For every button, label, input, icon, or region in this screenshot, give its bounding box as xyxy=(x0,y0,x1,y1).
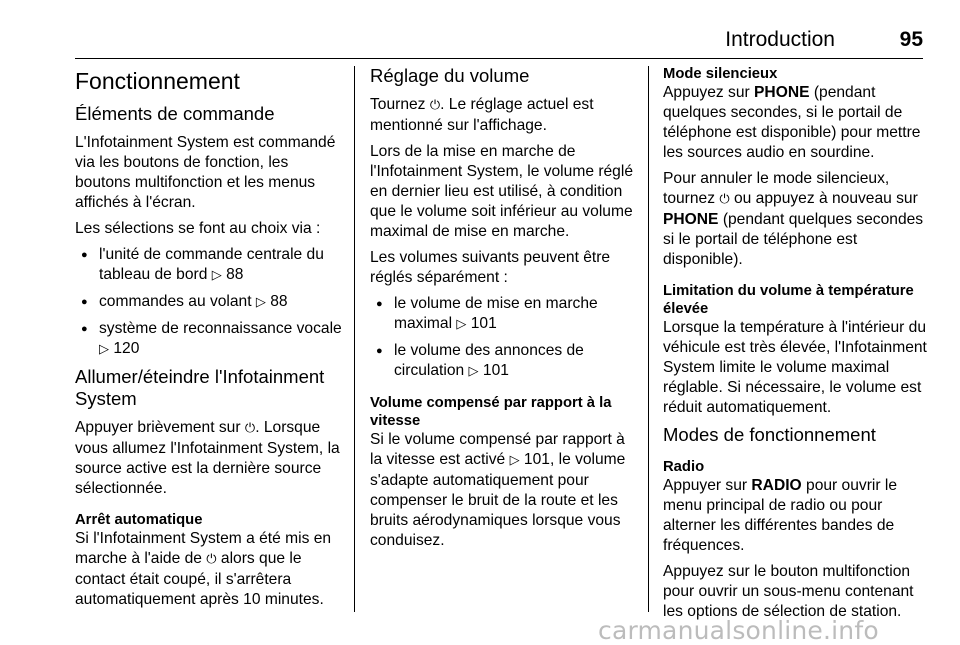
section-heading: Modes de fonctionnement xyxy=(663,424,876,445)
page-reference[interactable]: 101 xyxy=(482,362,509,379)
paragraph: Appuyez sur le bouton multifonction pour ouvrir un sous-menu contenant les options de sélection de station. xyxy=(663,563,914,620)
reference-arrow-icon: ▷ xyxy=(509,453,520,468)
paragraph: Les volumes suivants peuvent être réglés séparément : xyxy=(370,249,611,286)
radio-key-label: RADIO xyxy=(751,477,802,494)
power-knob-icon: ⏻ xyxy=(429,98,441,113)
reference-arrow-icon: ▷ xyxy=(255,295,266,310)
list-item: ● système de reconnaissance vocale ▷ 120 xyxy=(75,319,342,360)
list-item: ● l'unité de commande centrale du tableau de bord ▷ 88 xyxy=(75,245,342,286)
paragraph: Pour annuler le mode silencieux, tournez ⏻ ou appuyez à nouveau sur PHONE (pendant quelques secondes si le portail de téléphone est disponible). xyxy=(663,170,924,268)
section-heading: Réglage du volume xyxy=(370,65,530,86)
page-header xyxy=(75,22,923,59)
subheading: Volume compensé par rapport à la vitesse xyxy=(370,395,612,429)
reference-arrow-icon: ▷ xyxy=(211,268,222,283)
paragraph: Lors de la mise en marche de l'Infotainment System, le volume réglé en dernier lieu est utilisé, à condition que le volume soit inférieur au volume maximal de mise en marche. xyxy=(370,143,633,240)
page-reference[interactable]: 88 xyxy=(226,266,244,283)
reference-arrow-icon: ▷ xyxy=(468,364,479,379)
column-1 xyxy=(75,63,342,616)
subheading: Arrêt automatique xyxy=(75,512,203,528)
page-number: 95 xyxy=(899,28,923,51)
reference-arrow-icon: ▷ xyxy=(99,342,109,357)
list-item: ● le volume des annonces de circulation ▷ 101 xyxy=(370,341,635,382)
paragraph: Si l'Infotainment System a été mis en marche à l'aide de ⏻ alors que le contact était coupé, il s'arrêtera automatiquement après 10 minutes. xyxy=(75,530,332,608)
paragraph: Les sélections se font au choix via : xyxy=(75,220,321,237)
subheading: Radio xyxy=(663,459,705,475)
column-2 xyxy=(370,63,635,557)
page-reference[interactable]: 120 xyxy=(113,340,140,357)
page-reference[interactable]: 88 xyxy=(270,293,288,310)
column-divider xyxy=(648,66,649,612)
main-heading: Fonctionnement xyxy=(75,68,240,94)
power-knob-icon: ⏻ xyxy=(719,192,730,207)
paragraph: Appuyer brièvement sur ⏻. Lorsque vous allumez l'Infotainment System, la source active est la dernière source sélectionnée. xyxy=(75,419,340,497)
subheading: Limitation du volume à température élevée xyxy=(663,283,914,317)
phone-key-label: PHONE xyxy=(663,211,719,228)
page-reference[interactable]: 101 xyxy=(470,315,497,332)
column-divider xyxy=(354,66,355,612)
paragraph: Si le volume compensé par rapport à la vitesse est activé ▷ 101, le volume s'adapte automatiquement pour compenser le bruit de la route et les bruits aérodynamiques lorsque vous conduisez. xyxy=(370,431,626,549)
subheading: Mode silencieux xyxy=(663,66,778,82)
sub-heading: Éléments de commande xyxy=(75,103,275,124)
paragraph: Tournez ⏻. Le réglage actuel est mentionné sur l'affichage. xyxy=(370,96,594,134)
power-knob-icon: ⏻ xyxy=(244,421,256,436)
bullet-list xyxy=(370,294,635,382)
page-reference[interactable]: 101 xyxy=(523,451,550,468)
paragraph: Appuyer sur RADIO pour ouvrir le menu principal de radio ou pour alterner les différentes bandes de fréquences. xyxy=(663,477,898,554)
list-item: ● commandes au volant ▷ 88 xyxy=(75,292,342,313)
watermark-logo: carmanualsonline.info xyxy=(598,616,879,645)
column-3 xyxy=(663,63,928,628)
power-knob-icon: ⏻ xyxy=(206,552,217,567)
list-item: ● le volume de mise en marche maximal ▷ 101 xyxy=(370,294,635,335)
reference-arrow-icon: ▷ xyxy=(456,317,467,332)
paragraph: L'Infotainment System est commandé via les boutons de fonction, les boutons multifonction et les menus affichés à l'écran. xyxy=(75,134,336,211)
phone-key-label: PHONE xyxy=(754,84,810,101)
paragraph: Lorsque la température à l'intérieur du véhicule est très élevée, l'Infotainment System limite le volume maximal réglable. Si nécessaire, le volume est réduit automatiquement. xyxy=(663,319,927,416)
section-title: Introduction xyxy=(725,28,835,51)
section-heading: Allumer/éteindre l'Infotainment System xyxy=(75,366,325,409)
paragraph: Appuyez sur PHONE (pendant quelques secondes, si le portail de téléphone est disponible) pour mettre les sources audio en sourdine. xyxy=(663,84,921,161)
bullet-list xyxy=(75,245,342,360)
